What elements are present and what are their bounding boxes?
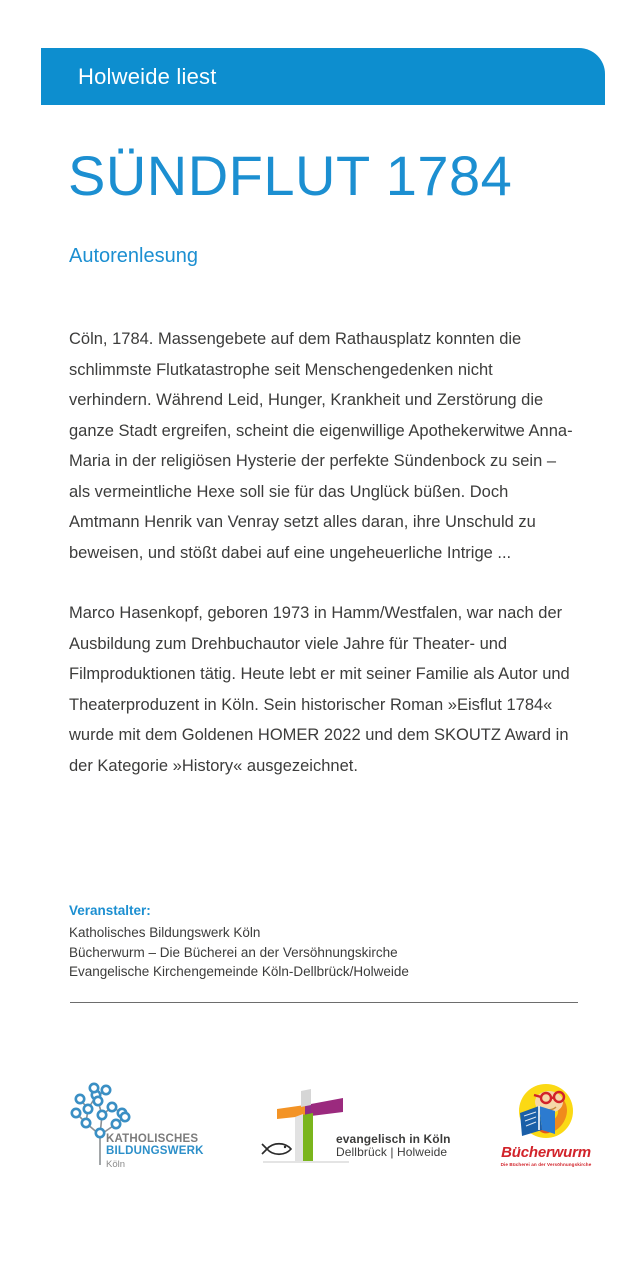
logo-evangelisch-in-koeln	[261, 1087, 451, 1177]
kbw-line-3: Köln	[106, 1159, 126, 1171]
banner-title: Holweide liest	[78, 63, 217, 89]
organizer-block	[69, 901, 579, 982]
kbw-line-1: KATHOLISCHES	[106, 1133, 199, 1145]
ev-line-2: Dellbrück | Holweide	[336, 1145, 448, 1160]
organizer-label: Veranstalter:	[69, 903, 151, 918]
kbw-line-2: BILDUNGSWERK	[106, 1145, 204, 1158]
logo-buecherwurm	[491, 1083, 601, 1178]
body-text	[69, 324, 575, 781]
ev-wordmark	[336, 1133, 451, 1160]
bookworm-icon	[515, 1083, 577, 1143]
header-banner	[41, 48, 605, 105]
page-title: SÜNDFLUT 1784	[68, 144, 513, 207]
paragraph-author-bio: Marco Hasenkopf, geboren 1973 in Hamm/Westfalen, war nach der Ausbildung zum Drehbuchautor viele Jahre für Theater- und Filmproduktionen tätig. Heute lebt er mit seiner Familie als Autor und Theaterproduzent in Köln. Sein historischer Roman »Eisflut 1784« wurde mit dem Goldenen HOMER 2022 und dem SKOUTZ Award in der Kategorie »History« ausgezeichnet.	[69, 604, 570, 775]
logo-row	[41, 1073, 605, 1188]
organizer-line: Evangelische Kirchengemeinde Köln-Dellbrück/Holweide	[69, 964, 409, 979]
horizontal-divider	[70, 1002, 578, 1003]
page-subtitle: Autorenlesung	[69, 245, 198, 267]
organizer-line: Bücherwurm – Die Bücherei an der Versöhnungskirche	[69, 944, 398, 960]
buecherwurm-name: Bücherwurm	[501, 1144, 591, 1161]
kbw-wordmark	[106, 1133, 204, 1170]
logo-katholisches-bildungswerk	[64, 1079, 224, 1179]
ev-line-1: evangelisch in Köln	[336, 1132, 451, 1146]
organizer-line: Katholisches Bildungswerk Köln	[69, 925, 261, 940]
paragraph-synopsis: Cöln, 1784. Massengebete auf dem Rathausplatz konnten die schlimmste Flutkatastrophe seit Menschengedenken nicht verhindern. Während Leid, Hunger, Krankheit und Zerstörung die ganze Stadt ergreifen, scheint die eigenwillige Apothekerwitwe Anna-Maria in der religiösen Hysterie der perfekte Sündenbock zu sein – als vermeintliche Hexe soll sie für das Unglück büßen. Doch Amtmann Henrik van Venray setzt alles daran, ihre Unschuld zu beweisen, und stößt dabei auf eine ungeheuerliche Intrige ...	[69, 330, 573, 562]
buecherwurm-tagline: Die Bücherei an der Versöhnungskirche	[500, 1162, 592, 1167]
